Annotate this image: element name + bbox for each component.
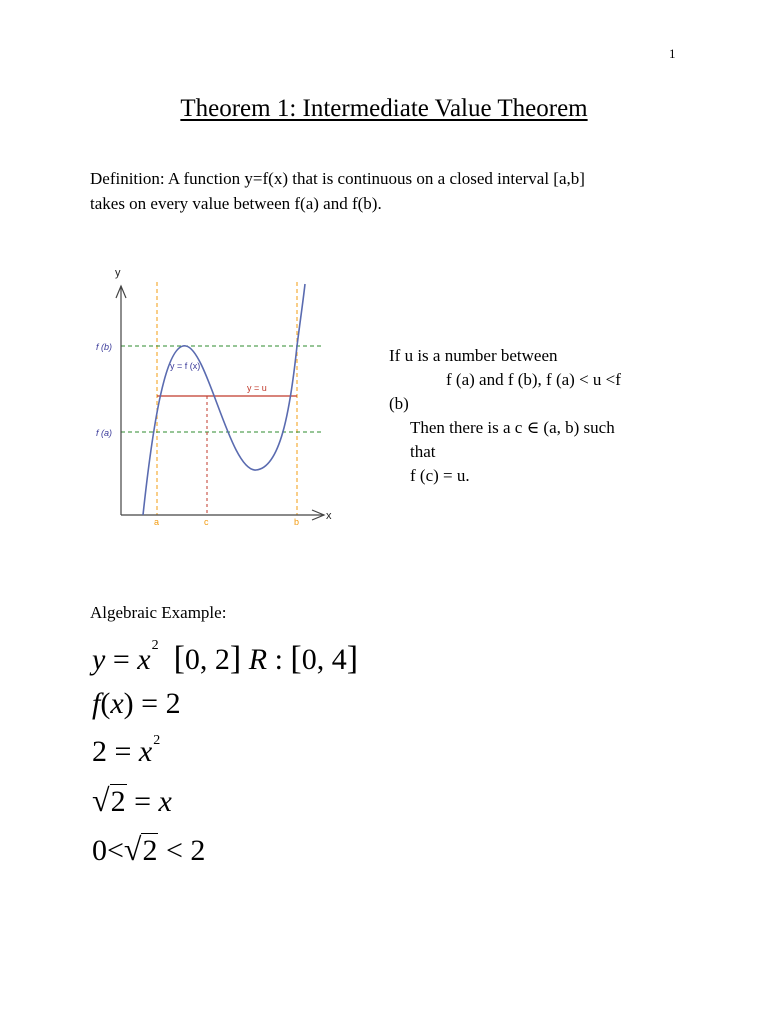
math-rhs: = 2 bbox=[133, 687, 181, 720]
explanation-line-4: Then there is a c ∈ (a, b) such bbox=[410, 418, 615, 437]
math-f: f bbox=[92, 687, 101, 720]
math-lhs: 2 = bbox=[92, 735, 139, 768]
math-y: y bbox=[92, 643, 106, 676]
math-domain: 0, 2 bbox=[184, 643, 230, 676]
math-rhs: < 2 bbox=[158, 834, 206, 867]
theorem-explanation bbox=[389, 344, 679, 488]
math-x: x bbox=[138, 735, 153, 768]
math-line-1: $y = x^2$ [0, 2] R : [0, 4] bbox=[92, 638, 359, 677]
math-exponent: 2 bbox=[151, 638, 159, 653]
math-radicand: 2 bbox=[142, 834, 158, 867]
math-eq: = bbox=[105, 643, 138, 676]
ivt-graph bbox=[90, 262, 350, 542]
explanation-line-3: (b) bbox=[389, 394, 409, 413]
explanation-line-2: f (a) and f (b), f (a) < u <f bbox=[446, 370, 621, 389]
math-range-symbol: R bbox=[248, 643, 268, 676]
math-lhs: 0< bbox=[92, 834, 124, 867]
b-tick-label: b bbox=[294, 517, 300, 527]
c-tick-label: c bbox=[204, 517, 209, 527]
u-label: y = u bbox=[247, 383, 267, 393]
page-title: Theorem 1: Intermediate Value Theorem bbox=[180, 95, 588, 122]
x-axis-label: x bbox=[326, 510, 332, 522]
explanation-line-1: If u is a number between bbox=[389, 346, 558, 365]
fa-label: f (a) bbox=[96, 428, 113, 438]
sqrt-symbol: √2 bbox=[123, 831, 158, 867]
math-eq: = bbox=[126, 785, 159, 818]
math-line-3 bbox=[92, 735, 160, 769]
math-colon: : bbox=[267, 643, 291, 676]
math-x: x bbox=[158, 785, 172, 818]
math-line-4 bbox=[92, 782, 172, 819]
definition-line-1: Definition: A function y=f(x) that is continuous on a closed interval [a,b] bbox=[90, 169, 585, 188]
math-x: x bbox=[110, 687, 124, 720]
curve-label: y = f (x) bbox=[170, 361, 201, 371]
math-radicand: 2 bbox=[110, 785, 126, 818]
function-curve bbox=[143, 284, 305, 515]
math-line-5 bbox=[92, 831, 205, 868]
math-exponent: 2 bbox=[153, 733, 161, 748]
a-tick-label: a bbox=[154, 517, 160, 527]
definition-line-2: takes on every value between f(a) and f(b). bbox=[90, 194, 382, 213]
page-number: 1 bbox=[669, 46, 676, 61]
y-axis-label: y bbox=[115, 267, 121, 279]
explanation-line-5: that bbox=[410, 442, 436, 461]
sqrt-symbol: √2 bbox=[92, 782, 126, 818]
math-x: x bbox=[137, 643, 151, 676]
example-heading: Algebraic Example: bbox=[90, 603, 227, 622]
fb-label: f (b) bbox=[96, 342, 113, 352]
explanation-line-6: f (c) = u. bbox=[410, 466, 470, 485]
math-range: 0, 4 bbox=[301, 643, 347, 676]
math-line-2: f(x) = 2 bbox=[92, 687, 181, 720]
definition-text bbox=[90, 166, 700, 216]
